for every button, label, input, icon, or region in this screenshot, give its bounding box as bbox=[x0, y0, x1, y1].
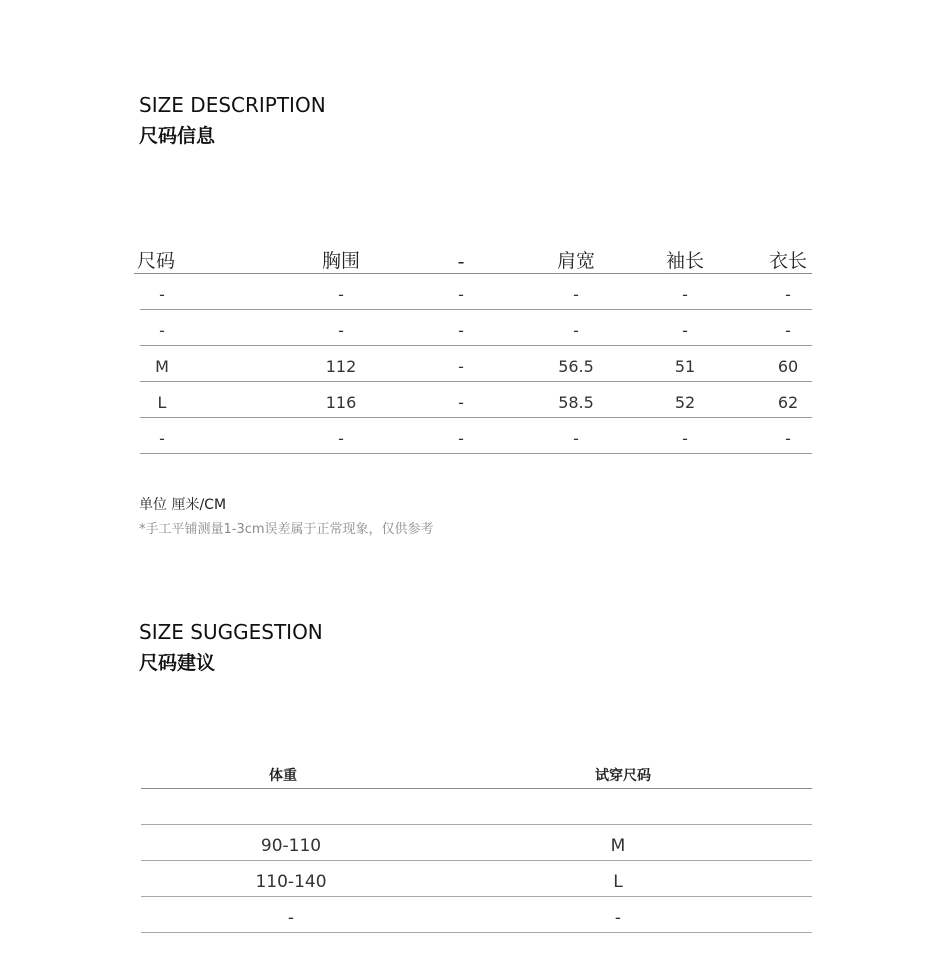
table-row bbox=[140, 418, 812, 454]
table-cell: - bbox=[573, 285, 579, 304]
table-cell: - bbox=[785, 429, 791, 448]
suggestion-table bbox=[141, 762, 812, 933]
table-cell: - bbox=[287, 907, 295, 928]
size-table-header bbox=[134, 246, 812, 274]
table-cell: - bbox=[458, 285, 464, 304]
table-cell: 60 bbox=[777, 357, 799, 376]
size-suggestion-subtitle: 尺码建议 bbox=[139, 652, 216, 674]
table-cell: 112 bbox=[325, 357, 357, 376]
table-cell: - bbox=[682, 285, 688, 304]
table-cell bbox=[403, 789, 463, 824]
table-row bbox=[140, 382, 812, 418]
unit-note: 单位 厘米/CM bbox=[139, 497, 227, 513]
column-header-sleeve: 袖长 bbox=[665, 250, 704, 272]
column-header-fit-size: 试穿尺码 bbox=[595, 768, 651, 784]
table-cell: M bbox=[155, 357, 169, 376]
table-cell: - bbox=[338, 429, 344, 448]
table-cell: - bbox=[573, 429, 579, 448]
table-cell: 62 bbox=[777, 393, 799, 412]
table-cell: 51 bbox=[674, 357, 696, 376]
table-cell: 56.5 bbox=[558, 357, 594, 376]
table-cell: 90-110 bbox=[260, 835, 322, 856]
table-cell bbox=[568, 789, 668, 824]
column-header-weight: 体重 bbox=[269, 768, 297, 784]
table-cell: - bbox=[338, 321, 344, 340]
table-cell: - bbox=[573, 321, 579, 340]
size-table bbox=[134, 246, 812, 454]
table-cell: 116 bbox=[325, 393, 357, 412]
table-cell: - bbox=[614, 907, 622, 928]
table-cell: - bbox=[682, 429, 688, 448]
size-description-subtitle: 尺码信息 bbox=[139, 125, 216, 147]
table-cell: 58.5 bbox=[558, 393, 594, 412]
column-header-chest: 胸围 bbox=[321, 250, 360, 272]
table-cell: - bbox=[785, 321, 791, 340]
table-row bbox=[140, 346, 812, 382]
table-cell: 52 bbox=[674, 393, 696, 412]
column-header-shoulder: 肩宽 bbox=[556, 250, 595, 272]
table-row bbox=[141, 861, 812, 897]
table-cell: - bbox=[458, 393, 464, 412]
table-cell: - bbox=[682, 321, 688, 340]
table-cell: - bbox=[159, 321, 165, 340]
table-cell: M bbox=[610, 835, 626, 856]
table-row bbox=[140, 310, 812, 346]
size-description-title: SIZE DESCRIPTION bbox=[139, 93, 326, 117]
table-cell: - bbox=[159, 429, 165, 448]
table-cell: L bbox=[157, 393, 167, 412]
size-suggestion-title: SIZE SUGGESTION bbox=[139, 620, 323, 644]
column-header-length: 衣长 bbox=[768, 250, 807, 272]
table-cell: - bbox=[159, 285, 165, 304]
column-header-size: 尺码 bbox=[136, 250, 175, 272]
table-cell: - bbox=[338, 285, 344, 304]
table-row bbox=[141, 825, 812, 861]
table-cell: - bbox=[458, 429, 464, 448]
table-row bbox=[141, 789, 812, 825]
table-cell: - bbox=[458, 357, 464, 376]
table-row bbox=[140, 274, 812, 310]
suggestion-table-header bbox=[141, 762, 812, 789]
table-cell: - bbox=[458, 321, 464, 340]
table-cell: L bbox=[613, 871, 623, 892]
column-header-blank: - bbox=[457, 251, 465, 273]
table-cell: - bbox=[785, 285, 791, 304]
measurement-note: *手工平铺测量1-3cm误差属于正常现象，仅供参考 bbox=[139, 522, 434, 537]
table-cell: 110-140 bbox=[255, 871, 327, 892]
table-row bbox=[141, 897, 812, 933]
